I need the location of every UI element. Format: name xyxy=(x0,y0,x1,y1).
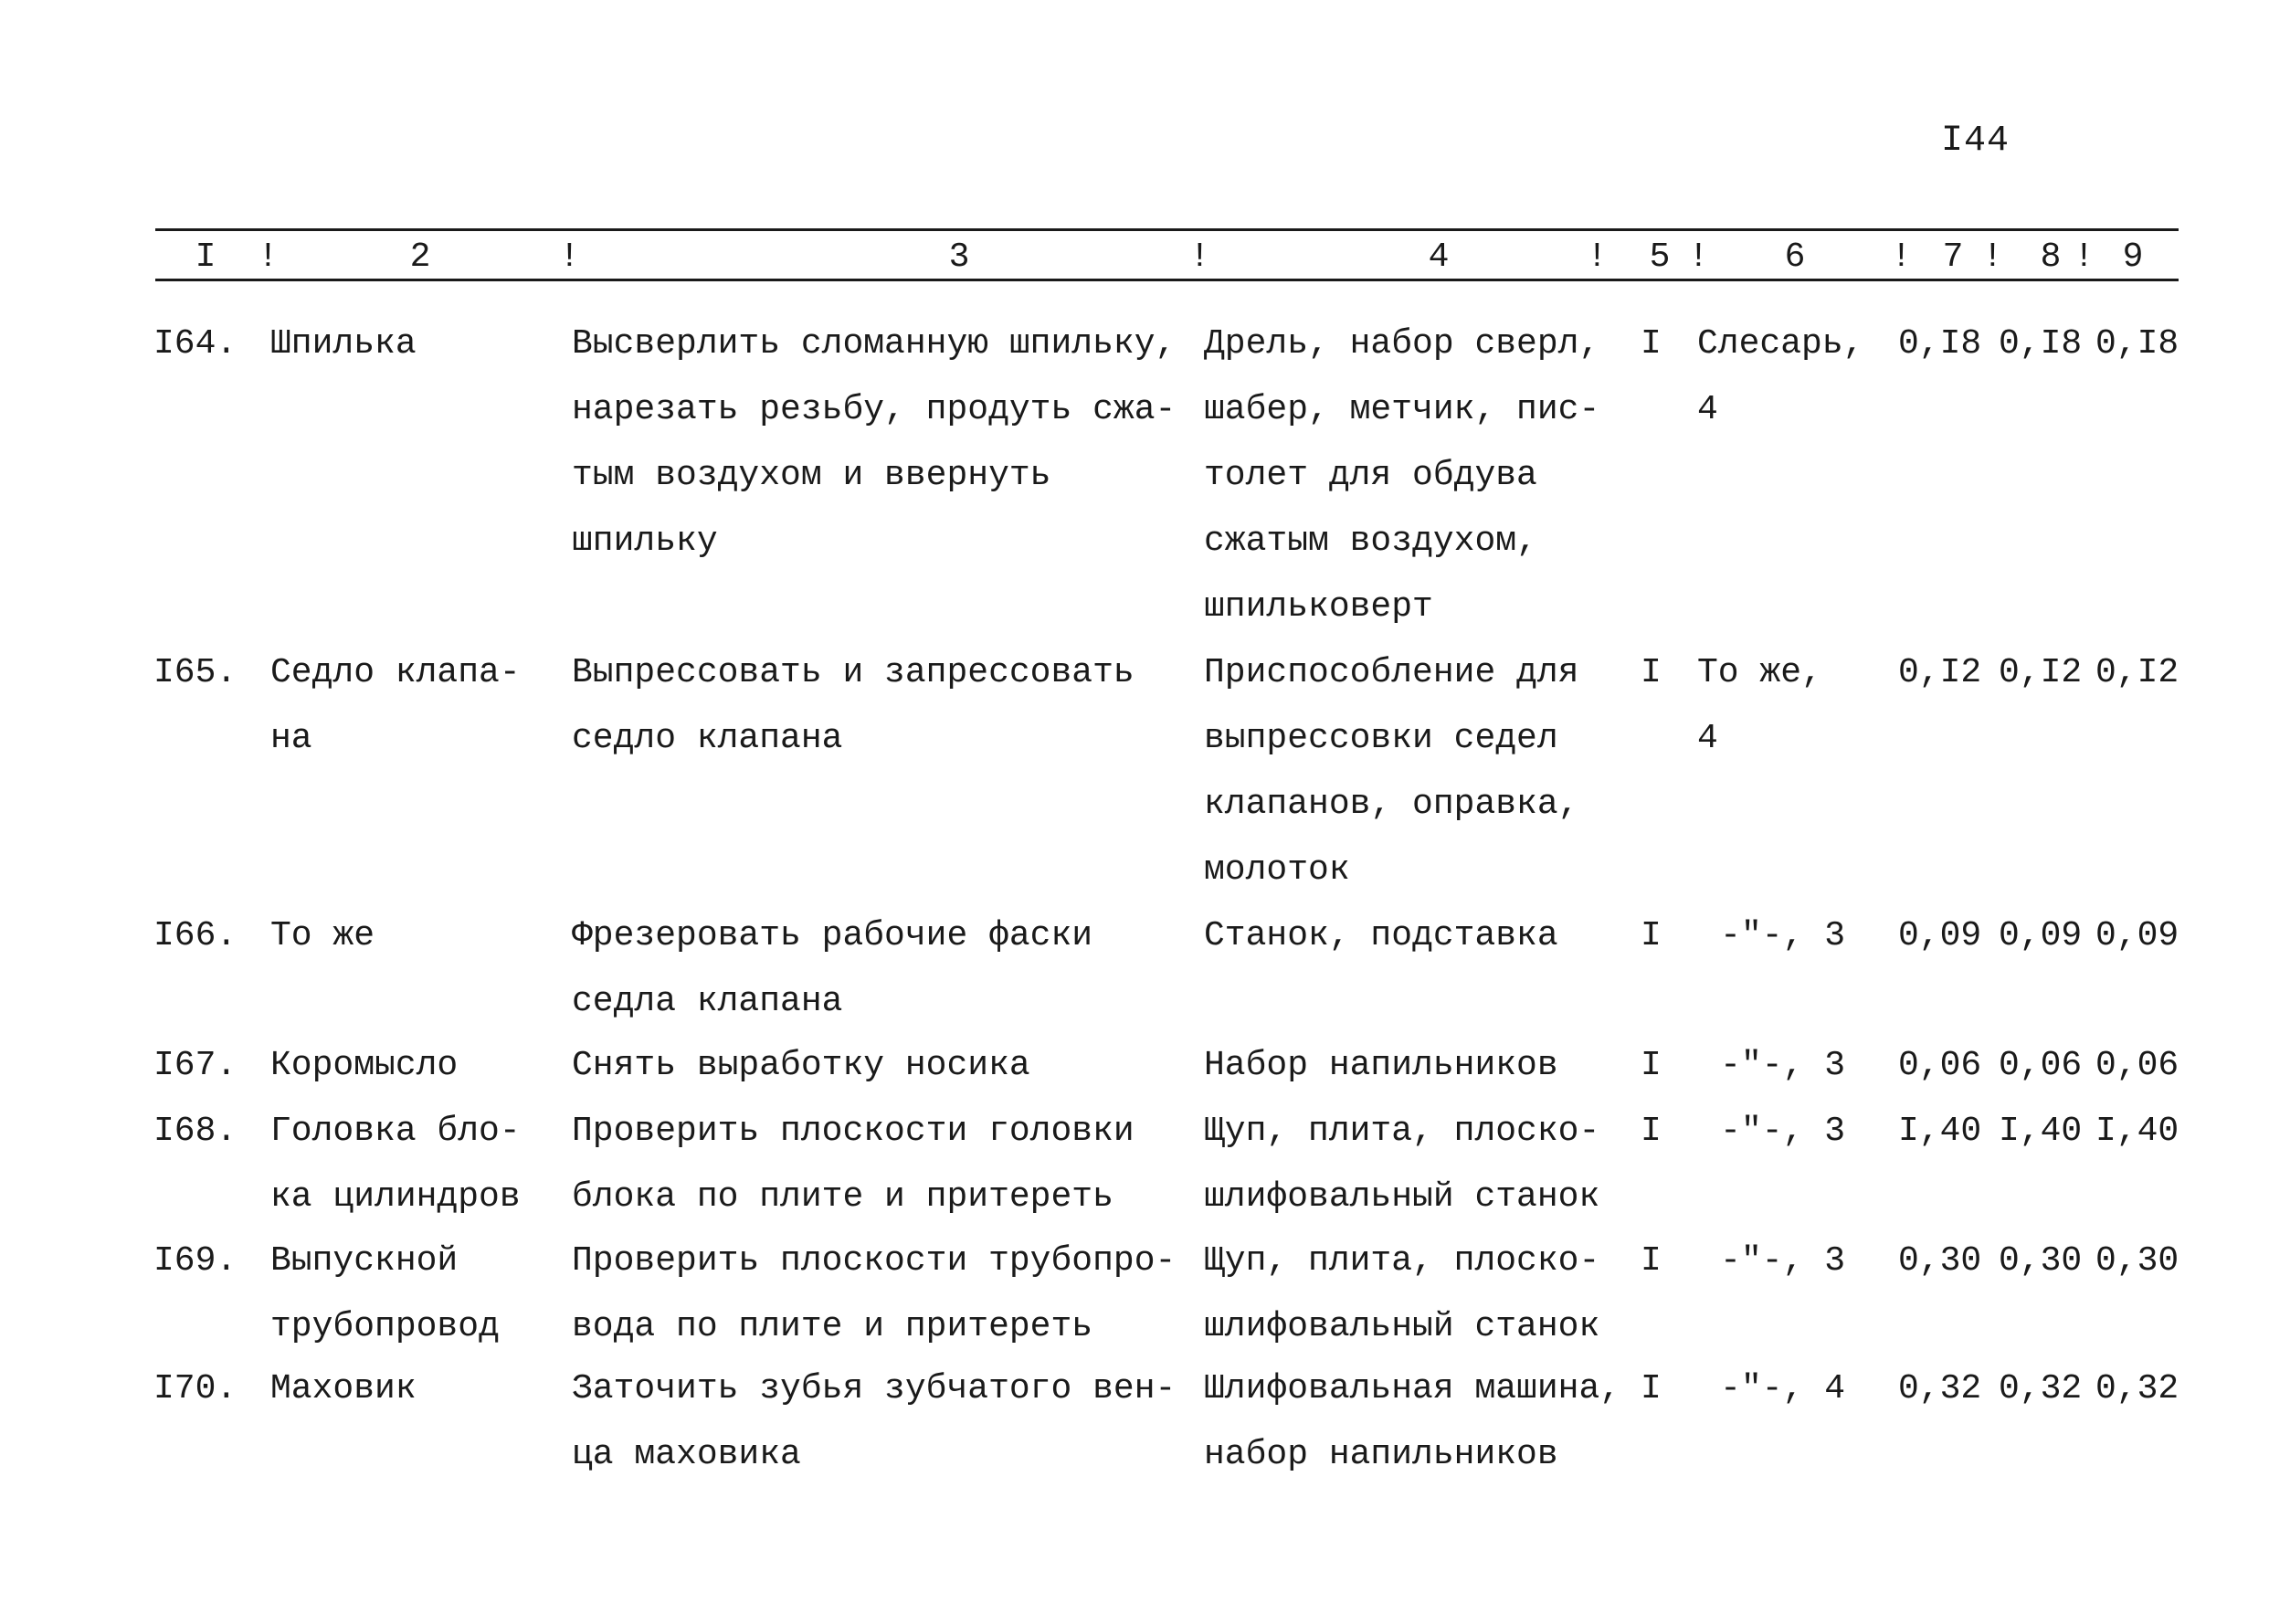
column-header-9: 9 xyxy=(2122,237,2144,277)
quantity: I xyxy=(1641,1369,1662,1408)
operation-description: Заточить зубья зубчатого вен- ца маховика xyxy=(572,1369,1177,1474)
worker-grade: Слесарь, 4 xyxy=(1697,324,1864,429)
column-header-8: 8 xyxy=(2040,237,2062,277)
value-col-7: I,40 xyxy=(1898,1112,1982,1151)
operation-description: Высверлить сломанную шпильку, нарезать резьбу, продуть сжа- тым воздухом и ввернуть шпильку xyxy=(572,324,1177,561)
value-col-7: 0,09 xyxy=(1898,916,1982,955)
part-name: Маховик xyxy=(270,1369,417,1408)
row-number: I67. xyxy=(153,1046,237,1085)
operation-description: Снять выработку носика xyxy=(572,1046,1030,1085)
value-col-9: 0,32 xyxy=(2095,1369,2179,1408)
column-separator: ! xyxy=(1189,237,1210,277)
part-name: Выпускной трубопровод xyxy=(270,1241,500,1346)
value-col-7: 0,I2 xyxy=(1898,653,1982,692)
column-separator: ! xyxy=(2074,237,2095,277)
column-separator: ! xyxy=(559,237,580,277)
column-header-6: 6 xyxy=(1784,237,1806,277)
tools-list: Шлифовальная машина, набор напильников xyxy=(1204,1369,1621,1474)
value-col-9: 0,I2 xyxy=(2095,653,2179,692)
tools-list: Приспособление для выпрессовки седел клапанов, оправка, молоток xyxy=(1204,653,1579,890)
column-header-3: 3 xyxy=(948,237,970,277)
operation-description: Фрезеровать рабочие фаски седла клапана xyxy=(572,916,1093,1021)
value-col-9: 0,09 xyxy=(2095,916,2179,955)
value-col-7: 0,I8 xyxy=(1898,324,1982,364)
column-header-7: 7 xyxy=(1942,237,1964,277)
row-number: I64. xyxy=(153,324,237,364)
quantity: I xyxy=(1641,1241,1662,1281)
row-number: I70. xyxy=(153,1369,237,1408)
table-header-rule-top xyxy=(155,228,2179,231)
operation-description: Проверить плоскости головки блока по плите и притереть xyxy=(572,1112,1134,1217)
row-number: I69. xyxy=(153,1241,237,1281)
value-col-8: 0,I2 xyxy=(1999,653,2083,692)
tools-list: Набор напильников xyxy=(1204,1046,1558,1085)
value-col-9: 0,30 xyxy=(2095,1241,2179,1281)
operation-description: Выпрессовать и запрессовать седло клапана xyxy=(572,653,1134,758)
part-name: Головка бло- ка цилиндров xyxy=(270,1112,521,1217)
value-col-7: 0,30 xyxy=(1898,1241,1982,1281)
column-separator: ! xyxy=(1982,237,2003,277)
column-header-5: 5 xyxy=(1649,237,1671,277)
table-header-rule-bottom xyxy=(155,279,2179,281)
quantity: I xyxy=(1641,1112,1662,1151)
column-separator: ! xyxy=(1891,237,1912,277)
part-name: Шпилька xyxy=(270,324,417,364)
quantity: I xyxy=(1641,916,1662,955)
quantity: I xyxy=(1641,653,1662,692)
value-col-8: 0,09 xyxy=(1999,916,2083,955)
tools-list: Щуп, плита, плоско- шлифовальный станок xyxy=(1204,1241,1600,1346)
worker-grade: -"-, 3 xyxy=(1720,1112,1845,1151)
worker-grade: -"-, 3 xyxy=(1720,1241,1845,1281)
page-number: I44 xyxy=(1941,121,2010,162)
part-name: То же xyxy=(270,916,375,955)
value-col-8: 0,I8 xyxy=(1999,324,2083,364)
value-col-7: 0,06 xyxy=(1898,1046,1982,1085)
column-separator: ! xyxy=(1587,237,1608,277)
row-number: I65. xyxy=(153,653,237,692)
quantity: I xyxy=(1641,1046,1662,1085)
value-col-8: 0,32 xyxy=(1999,1369,2083,1408)
column-header-2: 2 xyxy=(409,237,431,277)
tools-list: Щуп, плита, плоско- шлифовальный станок xyxy=(1204,1112,1600,1217)
column-header-4: 4 xyxy=(1428,237,1450,277)
worker-grade: -"-, 3 xyxy=(1720,1046,1845,1085)
value-col-8: 0,30 xyxy=(1999,1241,2083,1281)
row-number: I66. xyxy=(153,916,237,955)
value-col-8: I,40 xyxy=(1999,1112,2083,1151)
value-col-7: 0,32 xyxy=(1898,1369,1982,1408)
part-name: Коромысло xyxy=(270,1046,459,1085)
part-name: Седло клапа- на xyxy=(270,653,521,758)
value-col-9: 0,I8 xyxy=(2095,324,2179,364)
row-number: I68. xyxy=(153,1112,237,1151)
operation-description: Проверить плоскости трубопро- вода по плите и притереть xyxy=(572,1241,1177,1346)
value-col-9: I,40 xyxy=(2095,1112,2179,1151)
worker-grade: -"-, 4 xyxy=(1720,1369,1845,1408)
tools-list: Станок, подставка xyxy=(1204,916,1558,955)
column-separator: ! xyxy=(1688,237,1709,277)
value-col-9: 0,06 xyxy=(2095,1046,2179,1085)
column-header-1: I xyxy=(195,237,216,277)
tools-list: Дрель, набор сверл, шабер, метчик, пис- толет для обдува сжатым воздухом, шпильковерт xyxy=(1204,324,1600,627)
column-separator: ! xyxy=(258,237,279,277)
worker-grade: -"-, 3 xyxy=(1720,916,1845,955)
quantity: I xyxy=(1641,324,1662,364)
worker-grade: То же, 4 xyxy=(1697,653,1822,758)
value-col-8: 0,06 xyxy=(1999,1046,2083,1085)
